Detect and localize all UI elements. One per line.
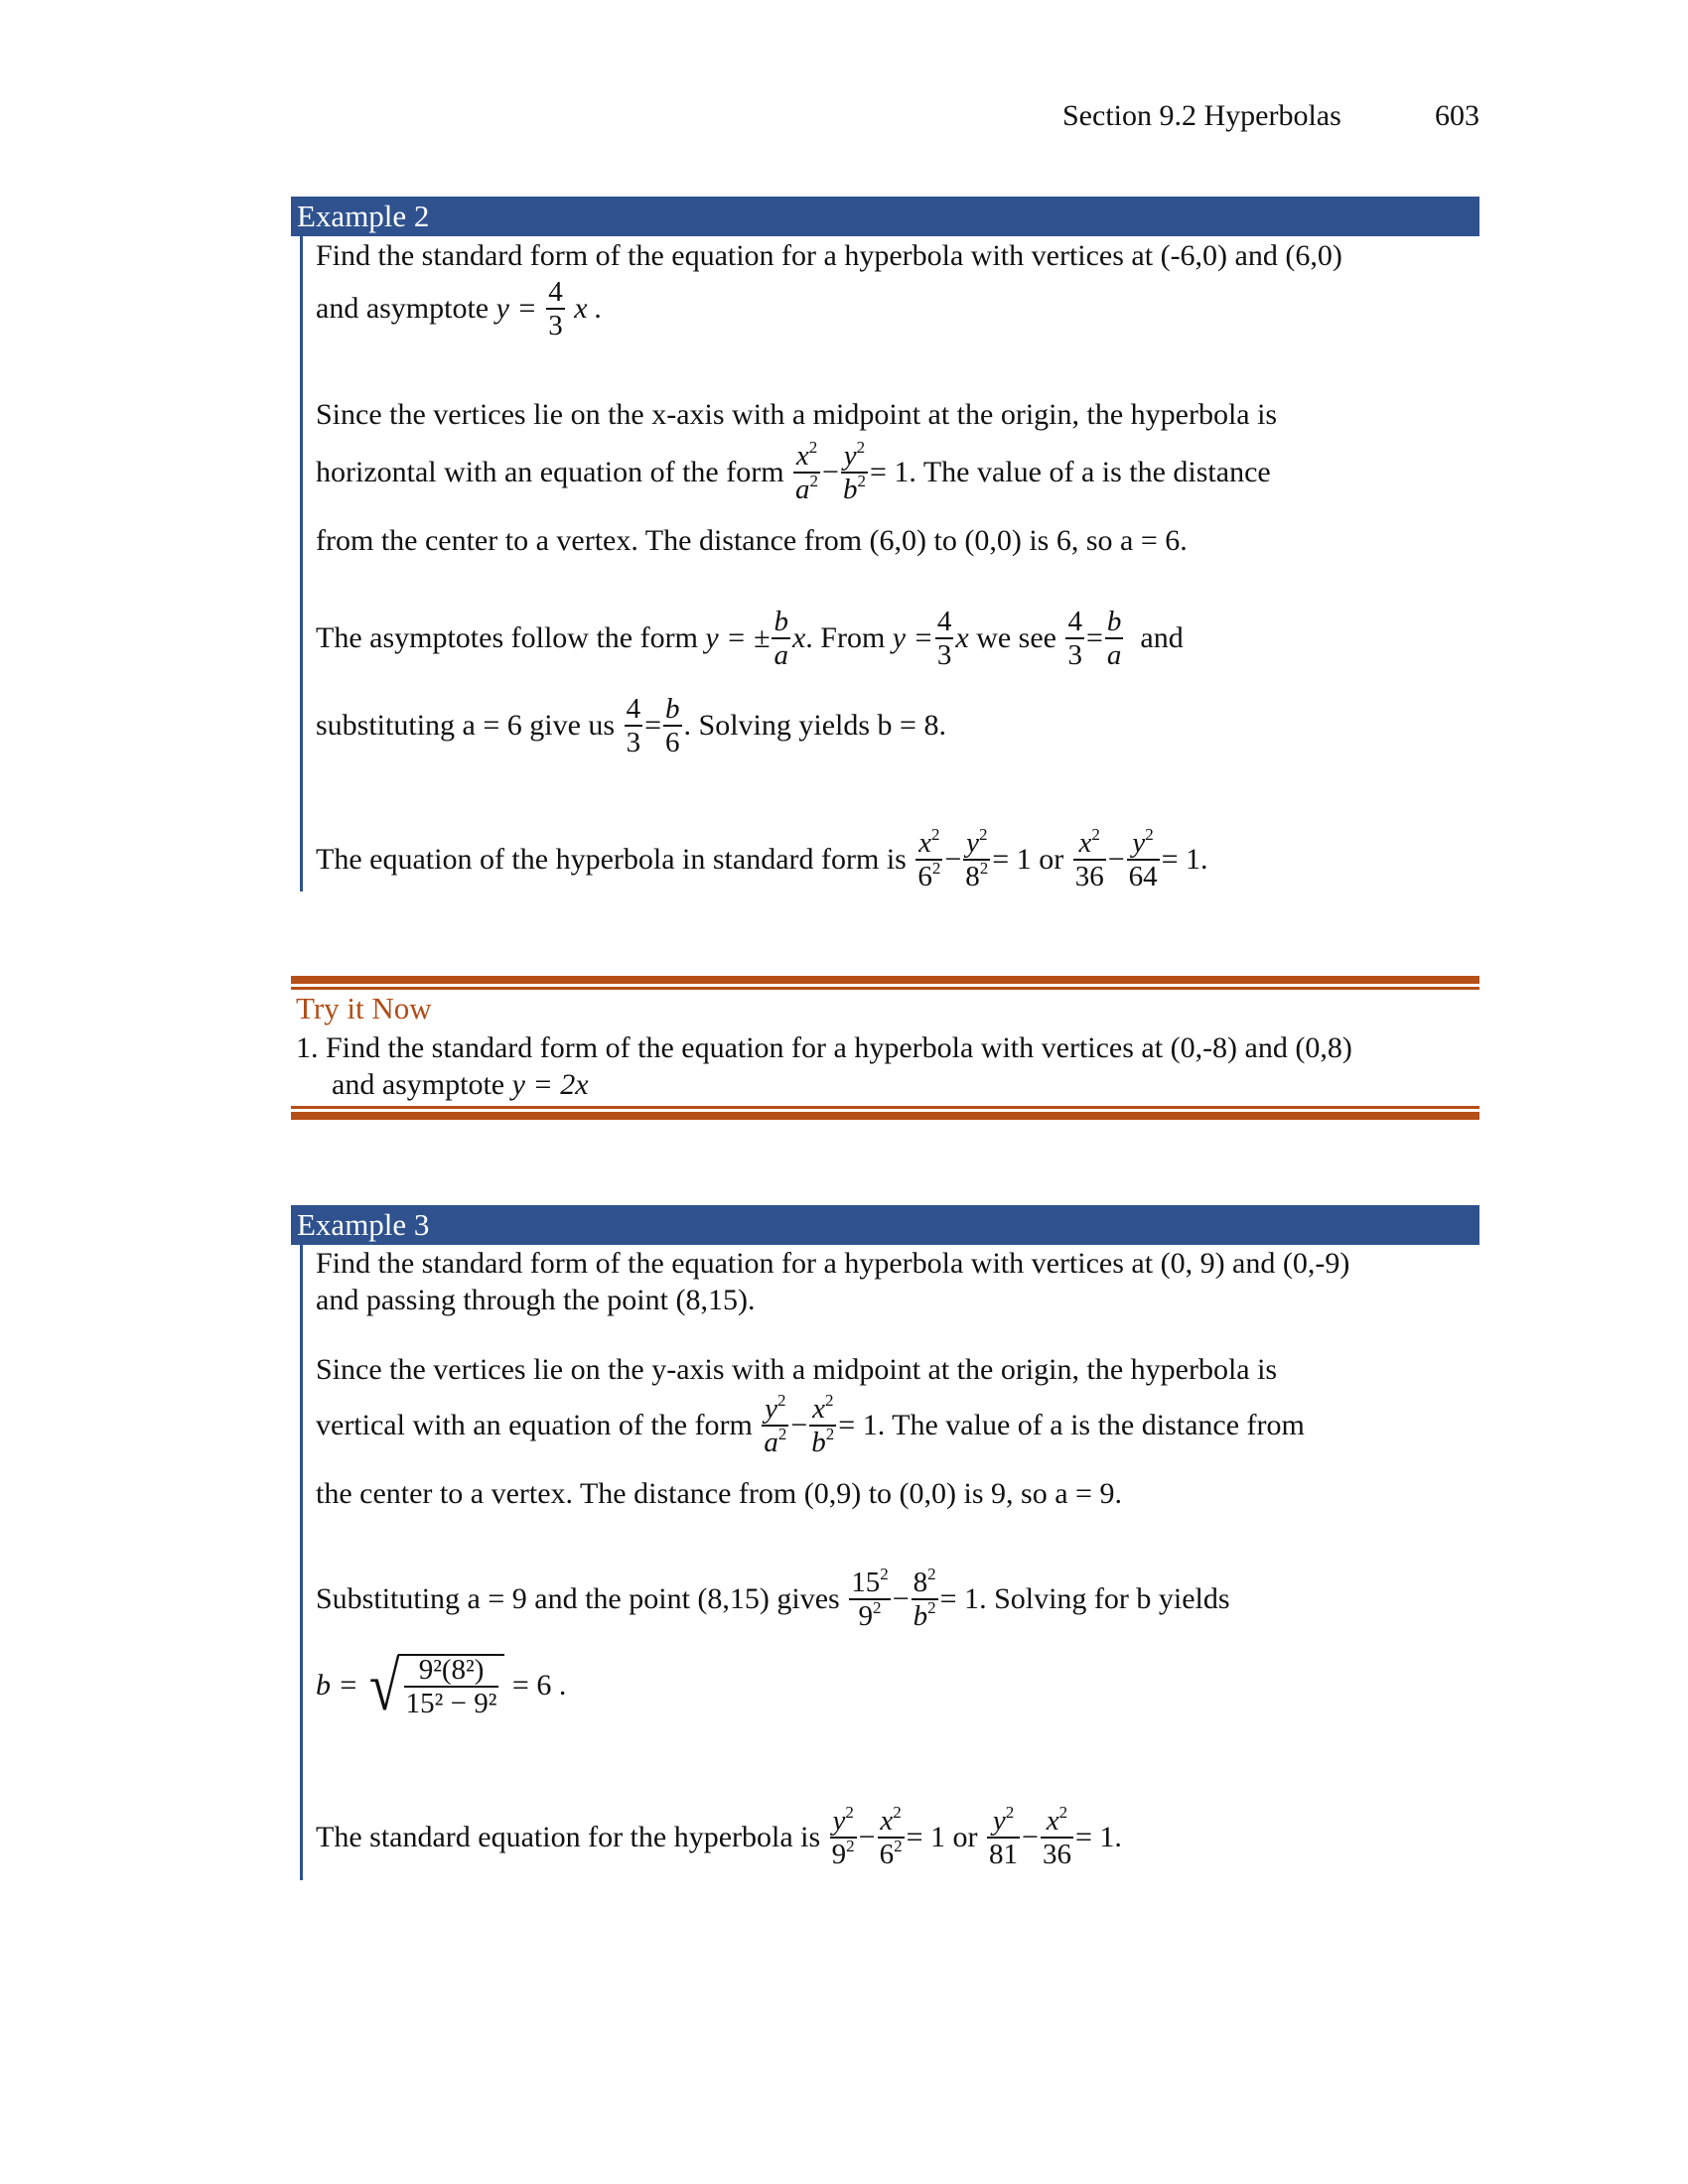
fraction	[772, 606, 790, 671]
fraction	[663, 693, 682, 758]
example-2-p2-line1	[316, 608, 1184, 673]
text: . Solving for b yields	[979, 1581, 1230, 1615]
denominator: $a^2$	[764, 1425, 787, 1458]
denominator: $9^2$	[831, 1837, 855, 1870]
example-3-prompt-line1: Find the standard form of the equation for a hyperbola with vertices at (0, 9) and (0,-9)	[316, 1247, 1350, 1280]
denominator: 3	[548, 310, 563, 341]
denominator: 3	[936, 639, 952, 671]
denominator: $b^2$	[842, 472, 866, 505]
try-it-now-item-1-line2	[332, 1067, 589, 1103]
math: x	[918, 827, 932, 859]
numerator: b	[665, 693, 680, 725]
numerator: b	[1106, 606, 1122, 637]
radical-icon: √	[369, 1649, 400, 1725]
numerator: 4	[626, 693, 641, 725]
math: y =	[495, 291, 537, 325]
numerator: $x^2$	[809, 1393, 836, 1427]
math: x	[1078, 827, 1092, 859]
fraction	[404, 1654, 499, 1719]
math: = 1	[939, 1581, 980, 1615]
fraction	[1041, 1805, 1073, 1870]
example-2-header: Example 2	[291, 197, 1479, 236]
text: . The value of a is the distance	[909, 455, 1271, 488]
example-3-header: Example 3	[291, 1205, 1479, 1245]
denominator: 6	[665, 727, 680, 758]
denominator: a	[774, 639, 788, 671]
fraction	[625, 693, 643, 758]
text: Find the standard form of the equation for a hyperbola with vertices at (0,-8) and (0,8)	[326, 1031, 1352, 1064]
text: or	[952, 1820, 978, 1853]
numerator: $y^2$	[963, 827, 990, 861]
example-2-left-rule	[300, 236, 303, 891]
math: x .	[574, 291, 603, 325]
try-it-now-bottom-rule	[291, 1112, 1479, 1120]
numerator: 9²(8²)	[404, 1654, 499, 1688]
text: horizontal with an equation of the form	[316, 455, 784, 488]
denominator: $6^2$	[879, 1837, 903, 1870]
math: x	[791, 620, 806, 654]
denominator: 36	[1042, 1839, 1071, 1870]
example-3-b-solution	[316, 1649, 567, 1725]
text: . Solving yields b = 8.	[683, 708, 946, 742]
try-it-now-title: Try it Now	[296, 991, 432, 1025]
math: =	[644, 708, 662, 742]
math: y = ±	[705, 620, 771, 654]
math: = 1	[992, 842, 1032, 876]
numerator: 4	[1067, 606, 1082, 637]
numerator: $x^2$	[1073, 827, 1106, 861]
example-2-p1-line1: Since the vertices lie on the x-axis with a midpoint at the origin, the hyperbola is	[316, 398, 1278, 431]
example-2-p3: The equation of the hyperbola in standard form is $\frac{x^2}{6^2}$ − $\frac{y^2}{8^2}$ = 1 or $\frac{x^2}{36}$ − $\frac{y^2}{64}$ = 1.	[316, 825, 1208, 892]
math: = 6 .	[511, 1668, 567, 1702]
text: . From	[805, 620, 886, 654]
page-number: 603	[1435, 99, 1479, 132]
fraction	[793, 440, 820, 505]
numerator: b	[774, 606, 788, 637]
math: =	[1085, 620, 1103, 654]
math: 8	[965, 861, 980, 892]
text: substituting a = 6 give us	[316, 708, 616, 742]
math: = 1.	[1161, 842, 1208, 876]
try-it-now-top-rule	[291, 976, 1479, 984]
fraction	[762, 1393, 788, 1458]
math: a	[764, 1427, 778, 1458]
math: 8	[913, 1567, 928, 1598]
numerator: 4	[936, 606, 952, 637]
denominator: a	[1106, 639, 1122, 671]
math: b	[913, 1600, 928, 1632]
math: a	[795, 474, 810, 505]
math: x	[795, 440, 809, 472]
try-it-now-bottom-rule-thin	[291, 1106, 1479, 1109]
math: x	[880, 1805, 894, 1837]
numerator: $x^2$	[878, 1805, 905, 1839]
example-3-p1-line2: vertical with an equation of the form $\frac{y^2}{a^2}$ − $\frac{x^2}{b^2}$ = 1. The value of a is the distance from	[316, 1391, 1305, 1458]
example-2-p2-line2	[316, 695, 946, 760]
math: b	[842, 474, 858, 505]
fraction	[841, 440, 868, 505]
example-3-p3: The standard equation for the hyperbola is $\frac{y^2}{9^2}$ − $\frac{x^2}{6^2}$ = 1 or $\frac{y^2}{81}$ − $\frac{x^2}{36}$ = 1.	[316, 1803, 1122, 1870]
text: The equation of the hyperbola in standard form is	[316, 842, 907, 876]
math: = 1.	[1074, 1820, 1122, 1853]
math: b =	[316, 1668, 358, 1702]
math: x	[812, 1393, 825, 1425]
numerator: $y^2$	[1127, 827, 1160, 861]
math: 9	[858, 1600, 873, 1632]
text: The asymptotes follow the form	[316, 620, 698, 654]
fraction	[849, 1567, 891, 1632]
math: y	[992, 1805, 1006, 1837]
math: b	[811, 1427, 826, 1458]
math: x	[955, 620, 969, 654]
example-3-p1-line3: the center to a vertex. The distance from (0,9) to (0,0) is 9, so a = 9.	[316, 1477, 1122, 1510]
numerator: $x^2$	[1041, 1805, 1073, 1839]
denominator: 36	[1074, 861, 1104, 892]
math: y = 2x	[511, 1068, 589, 1101]
example-2-prompt-line1: Find the standard form of the equation for a hyperbola with vertices at (-6,0) and (6,0)	[316, 239, 1342, 272]
math: 6	[917, 861, 932, 892]
example-2-p1-line3: from the center to a vertex. The distance from (6,0) to (0,0) is 6, so a = 6.	[316, 524, 1188, 557]
text: and asymptote	[316, 291, 490, 325]
text: vertical with an equation of the form	[316, 1408, 753, 1441]
math: y	[843, 440, 857, 472]
text: . The value of a is the distance from	[877, 1408, 1305, 1441]
example-3-p2-line1: Substituting a = 9 and the point (8,15) gives $\frac{15^2}{9^2}$ − $\frac{8^2}{b^2}$ = 1. Solving for b yields	[316, 1565, 1230, 1632]
numerator: $y^2$	[841, 440, 868, 474]
square-root	[365, 1649, 504, 1725]
numerator: $y^2$	[830, 1805, 857, 1839]
example-3-p1-line1: Since the vertices lie on the y-axis with a midpoint at the origin, the hyperbola is	[316, 1353, 1278, 1386]
fraction	[1127, 827, 1160, 892]
denominator: 64	[1128, 861, 1158, 892]
math: 15	[851, 1567, 881, 1598]
fraction	[915, 827, 942, 892]
numerator: $x^2$	[915, 827, 942, 861]
fraction	[546, 276, 565, 341]
running-header	[1062, 99, 1479, 133]
math: 6	[879, 1839, 895, 1870]
fraction	[1065, 606, 1084, 671]
math: 9	[831, 1839, 847, 1870]
text: and	[1140, 620, 1184, 654]
fraction	[912, 1567, 938, 1632]
denominator: $b^2$	[811, 1425, 835, 1458]
try-it-now-item-1	[296, 1030, 1352, 1066]
denominator: $6^2$	[917, 859, 941, 892]
math: x	[1046, 1805, 1059, 1837]
math: = 1	[906, 1820, 946, 1853]
fraction	[809, 1393, 836, 1458]
fraction	[935, 606, 954, 671]
denominator: 81	[989, 1839, 1019, 1870]
example-2-prompt-line2	[316, 278, 603, 343]
text: Substituting a = 9 and the point (8,15) gives	[316, 1581, 840, 1615]
text: and asymptote	[332, 1068, 505, 1101]
denominator: 15² − 9²	[405, 1688, 497, 1719]
example-3-prompt-line2: and passing through the point (8,15).	[316, 1284, 756, 1316]
math: = 1	[838, 1408, 878, 1441]
numerator: $x^2$	[793, 440, 820, 474]
denominator: 3	[1067, 639, 1082, 671]
fraction	[963, 827, 990, 892]
denominator: $a^2$	[795, 472, 819, 505]
numerator: $y^2$	[987, 1805, 1020, 1839]
text: or	[1039, 842, 1064, 876]
numerator: $8^2$	[913, 1565, 936, 1598]
try-it-now-top-rule-thin	[291, 987, 1479, 990]
fraction	[830, 1805, 857, 1870]
fraction	[878, 1805, 905, 1870]
numerator: $y^2$	[762, 1393, 788, 1427]
math: y =	[892, 620, 933, 654]
math: = 1	[869, 455, 910, 488]
math: y	[765, 1393, 778, 1425]
numerator: 4	[548, 276, 563, 308]
item-number: 1.	[296, 1031, 319, 1064]
section-title: Section 9.2 Hyperbolas	[1062, 99, 1341, 132]
denominator: $b^2$	[913, 1598, 936, 1632]
fraction	[1073, 827, 1106, 892]
fraction	[987, 1805, 1020, 1870]
example-2-p1-line2: horizontal with an equation of the form $\frac{x^2}{a^2}$ − $\frac{y^2}{b^2}$ = 1. The value of a is the distance	[316, 438, 1271, 505]
text: we see	[976, 620, 1056, 654]
denominator: $8^2$	[965, 859, 989, 892]
text: The standard equation for the hyperbola is	[316, 1820, 821, 1853]
denominator: 3	[626, 727, 641, 758]
math: y	[832, 1805, 846, 1837]
fraction	[1105, 606, 1124, 671]
math: y	[1132, 827, 1146, 859]
math: y	[966, 827, 979, 859]
example-3-left-rule	[300, 1245, 303, 1880]
denominator: $9^2$	[858, 1598, 882, 1632]
numerator: $15^2$	[851, 1565, 889, 1598]
